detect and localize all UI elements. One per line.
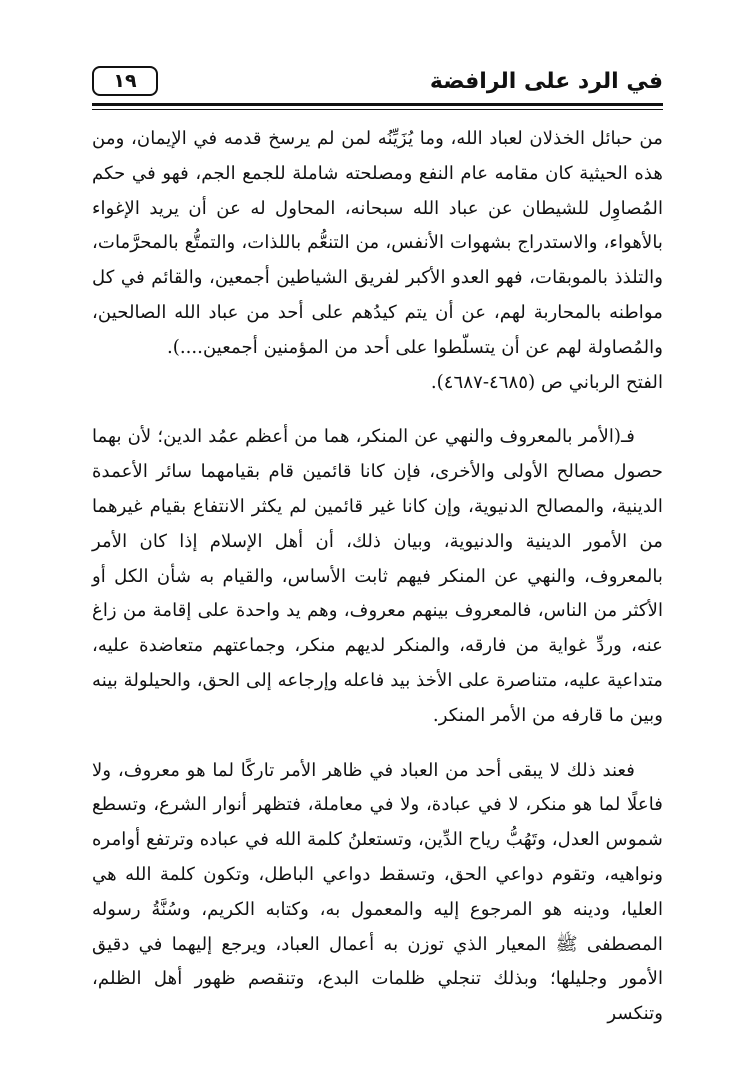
paragraph-1: من حبائل الخذلان لعباد الله، وما يُزَيِّنُه لمن لم يرسخ قدمه في الإيمان، ومن هذه الحيثية كان مقامه عام النفع ومصلحته شاملة للجمع الجم، فهو في حكم المُصاوِل للشيطان عن عباد الله سبحانه، المحاول له عن أن يريد الإغواء بالأهواء، والاستدراج بشهوات الأنفس، من التنعُّم باللذات، والتمتُّع بالمحرَّمات، والتلذذ بالموبقات، فهو العدو الأكبر لفريق الشياطين أجمعين، والقائم في كل مواطنه بالمحاربة لهم، عن أن يتم كيدُهم على أحد من عباد الله الصالحين، والمُصاولة لهم عن أن يتسلّطوا على أحد من المؤمنين أجمعين....). (92, 128, 663, 358)
paragraph-gap (92, 400, 663, 420)
paragraph-2: فـ(الأمر بالمعروف والنهي عن المنكر، هما من أعظم عمُد الدين؛ لأن بهما حصول مصالح الأولى والأخرى، فإن كانا قائمين قام بقيامهما سائر الأعمدة الدينية، والمصالح الدنيوية، وإن كانا غير قائمين لم يكثر الانتفاع بقيام غيرهما من الأمور الدينية والدنيوية، وبيان ذلك، أن أهل الإسلام إذا كان الأمر بالمعروف، والنهي عن المنكر فيهم ثابت الأساس، والقيام به شأن الكل أو الأكثر من الناس، فالمعروف بينهم معروف، وهم يد واحدة على إقامة من زاغ عنه، وردِّ غواية من فارقه، والمنكر لديهم منكر، وجماعتهم متعاضدة عليه، متداعية عليه، متناصرة على الأخذ بيد فاعله وإرجاعه إلى الحق، والحيلولة بينه وبين ما قارفه من الأمر المنكر. (92, 426, 663, 726)
page-header (92, 62, 663, 106)
page-number: ١٩ (92, 66, 158, 96)
running-title: في الرد على الرافضة (429, 69, 663, 94)
source-citation: الفتح الرباني ص (٤٦٨٥-٤٦٨٧). (430, 371, 663, 393)
page-body (92, 122, 663, 1032)
header-rule-thin (92, 109, 663, 110)
paragraph-3: فعند ذلك لا يبقى أحد من العباد في ظاهر الأمر تاركًا لما هو معروف، ولا فاعلًا لما هو منكر، لا في عبادة، ولا في معاملة، فتظهر أنوار الشرع، وتسطع شموس العدل، وتَهُبُّ رياح الدِّين، وتستعلنُ كلمة الله في عباده وترتفع أوامره ونواهيه، وتقوم دواعي الحق، وتسقط دواعي الباطل، وتكون كلمة الله هي العليا، ودينه هو المرجوع إليه والمعمول به، وكتابه الكريم، وسُنَّةُ رسوله المصطفى ﷺ المعيار الذي توزن به أعمال العباد، ويرجع إليهما في دقيق الأمور وجليلها؛ وبذلك تنجلي ظلمات البدع، وتنقصم ظهور أهل الظلم، وتنكسر (92, 759, 663, 1025)
header-rule (92, 103, 663, 106)
paragraph-gap (92, 734, 663, 754)
